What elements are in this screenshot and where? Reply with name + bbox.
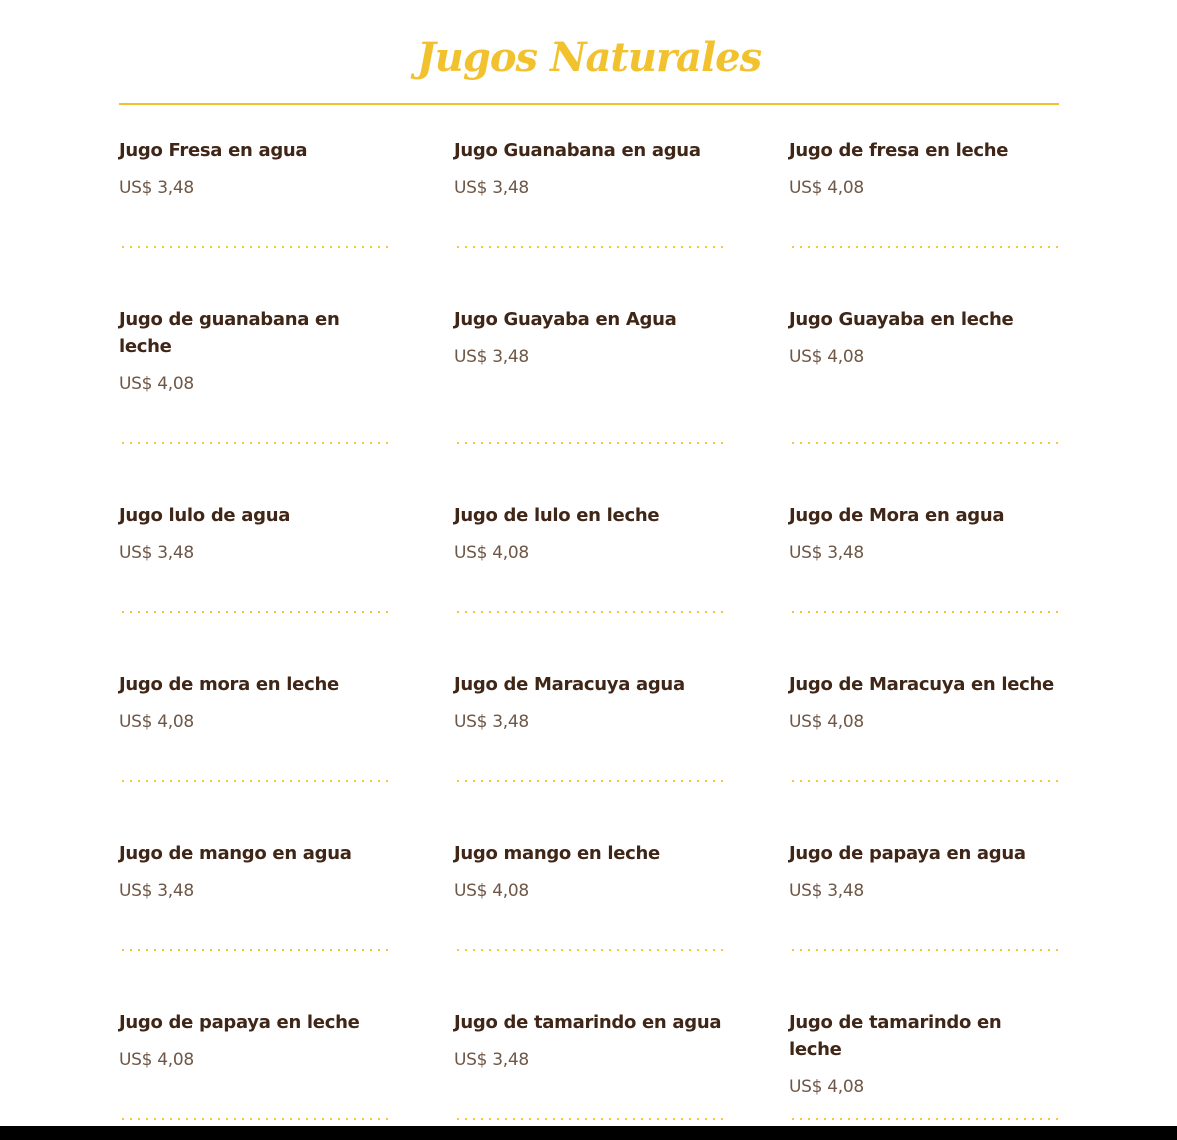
dotted-divider: [789, 246, 1059, 248]
item-price: US$ 4,08: [789, 712, 864, 732]
item-name: Jugo de tamarindo en agua: [454, 1012, 722, 1033]
dotted-divider: [789, 949, 1059, 951]
dotted-divider: [454, 1118, 724, 1120]
item-price: US$ 3,48: [454, 712, 529, 732]
item-price: US$ 3,48: [789, 543, 864, 563]
item-name: Jugo Guanabana en agua: [454, 140, 701, 161]
item-name: Jugo de Mora en agua: [789, 505, 1005, 526]
item-price: US$ 4,08: [119, 712, 194, 732]
item-name: Jugo de mora en leche: [119, 674, 339, 695]
menu-item: [789, 137, 1059, 257]
dotted-divider: [119, 949, 389, 951]
item-price: US$ 4,08: [789, 1077, 864, 1097]
dotted-divider: [119, 442, 389, 444]
dotted-divider: [789, 780, 1059, 782]
menu-item: [454, 840, 724, 960]
item-name: Jugo de lulo en leche: [454, 505, 660, 526]
item-name: Jugo de fresa en leche: [789, 140, 1009, 161]
menu-item: [789, 1009, 1059, 1129]
item-name: Jugo Fresa en agua: [119, 140, 308, 161]
menu-item: [789, 306, 1059, 446]
item-price: US$ 4,08: [454, 543, 529, 563]
dotted-divider: [789, 442, 1059, 444]
title-divider: [119, 103, 1059, 105]
menu-item: [119, 671, 389, 791]
menu-item: [119, 1009, 389, 1129]
dotted-divider: [789, 611, 1059, 613]
item-name: Jugo de papaya en agua: [789, 843, 1026, 864]
item-price: US$ 3,48: [119, 881, 194, 901]
item-name: Jugo de Maracuya agua: [454, 674, 685, 695]
menu-item: [454, 671, 724, 791]
item-price: US$ 3,48: [454, 178, 529, 198]
item-name: Jugo de guanabana en leche: [119, 309, 340, 357]
dotted-divider: [789, 1118, 1059, 1120]
item-price: US$ 4,08: [119, 374, 194, 394]
item-name: Jugo de mango en agua: [119, 843, 352, 864]
item-price: US$ 3,48: [789, 881, 864, 901]
menu-item: [789, 840, 1059, 960]
item-name: Jugo lulo de agua: [119, 505, 291, 526]
dotted-divider: [454, 611, 724, 613]
dotted-divider: [454, 780, 724, 782]
menu-item: [119, 137, 389, 257]
item-price: US$ 3,48: [454, 1050, 529, 1070]
dotted-divider: [119, 246, 389, 248]
dotted-divider: [119, 611, 389, 613]
item-price: US$ 3,48: [119, 178, 194, 198]
menu-item: [454, 1009, 724, 1129]
bottom-bar: [0, 1126, 1177, 1140]
dotted-divider: [454, 442, 724, 444]
menu-item: [454, 137, 724, 257]
item-price: US$ 4,08: [454, 881, 529, 901]
menu-item: [789, 671, 1059, 791]
item-price: US$ 4,08: [119, 1050, 194, 1070]
item-price: US$ 4,08: [789, 178, 864, 198]
dotted-divider: [454, 949, 724, 951]
item-price: US$ 4,08: [789, 347, 864, 367]
item-name: Jugo Guayaba en leche: [789, 309, 1014, 330]
menu-item: [454, 502, 724, 622]
menu-item: [454, 306, 724, 446]
dotted-divider: [119, 1118, 389, 1120]
menu-item: [119, 502, 389, 622]
menu-item: [789, 502, 1059, 622]
dotted-divider: [454, 246, 724, 248]
section-title: Jugos Naturales: [416, 34, 762, 81]
item-name: Jugo de tamarindo en leche: [789, 1012, 1002, 1060]
item-price: US$ 3,48: [454, 347, 529, 367]
item-name: Jugo Guayaba en Agua: [454, 309, 677, 330]
item-price: US$ 3,48: [119, 543, 194, 563]
item-name: Jugo mango en leche: [454, 843, 660, 864]
dotted-divider: [119, 780, 389, 782]
menu-item: [119, 840, 389, 960]
item-name: Jugo de papaya en leche: [119, 1012, 360, 1033]
item-name: Jugo de Maracuya en leche: [789, 674, 1054, 695]
menu-item: [119, 306, 389, 446]
